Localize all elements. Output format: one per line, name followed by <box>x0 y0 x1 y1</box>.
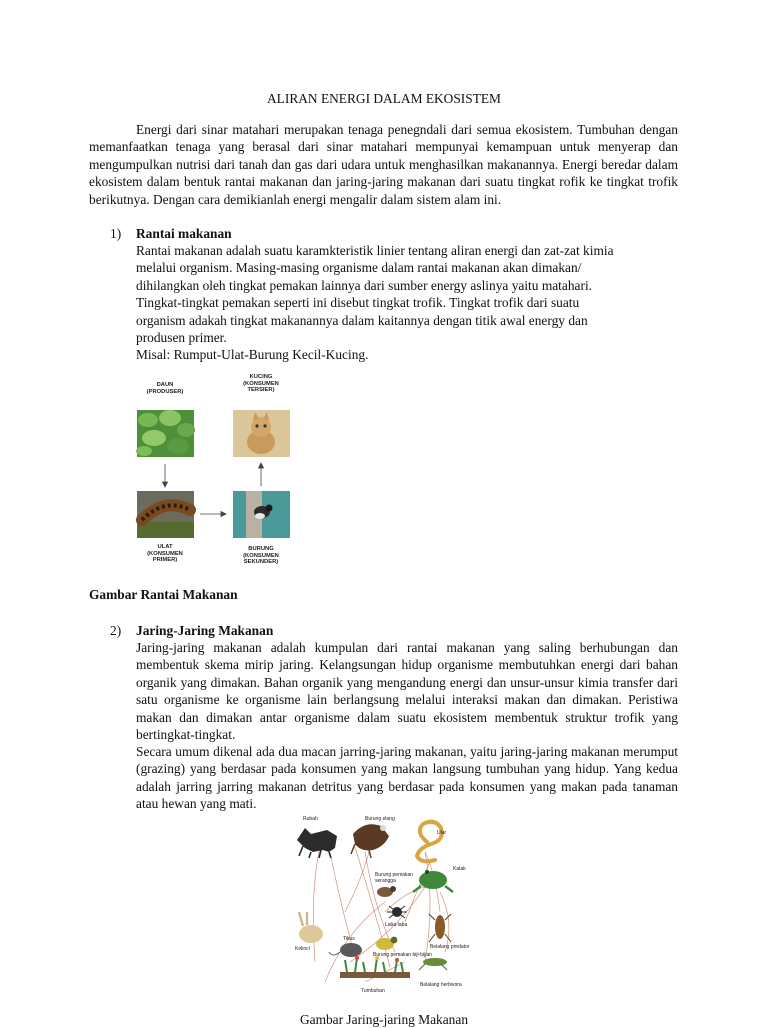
section1-heading: Rantai makanan <box>136 226 232 241</box>
kucing-label: KUCING (KONSUMEN TERSIER) <box>243 374 279 394</box>
label-kelinci: Kelinci <box>295 946 310 952</box>
section2-paragraph-2: Secara umum dikenal ada dua macan jarring-jaring makanan, yaitu jaring-jaring makanan merumput (grazing) yang berdasar pada konsumen yang makan langsung tumbuhan yang hidup. Yang kedua adalah jarring jarring makanan detritus yang berdasar pada konsumen yang makan pada tanaman atau hewan yang mati. <box>136 744 678 812</box>
section1-body <box>136 242 678 364</box>
daun-label: DAUN (PRODUSER) <box>146 382 184 395</box>
food-web-drawing <box>285 812 485 1002</box>
section1-line: Tingkat-tingkat pemakan seperti ini disebut tingkat trofik. Tingkat trofik dari suatu <box>136 295 580 311</box>
section1-line: Misal: Rumput-Ulat-Burung Kecil-Kucing. <box>136 347 369 363</box>
ulat-label: ULAT (KONSUMEN PRIMER) <box>147 544 183 564</box>
kitten-image <box>233 410 290 457</box>
section2-number: 2) <box>110 623 122 638</box>
rabbit-image <box>299 912 323 943</box>
food-chain-figure <box>120 372 310 572</box>
label-belalang-herbivora: Belalang herbivora <box>420 982 462 988</box>
section1-line: produsen primer. <box>136 330 227 346</box>
section1-line: organism adakah tingkat makanannya dalam kaitannya dengan titik awal energy dan <box>136 312 588 328</box>
spider-image <box>387 906 407 918</box>
plants-image <box>340 956 410 978</box>
leaves-image <box>136 410 195 457</box>
predator-insect-image <box>429 914 451 942</box>
food-chain-drawing <box>120 372 310 572</box>
label-tikus: Tikus <box>343 936 355 942</box>
section2-paragraph-1: Jaring-jaring makanan adalah kumpulan dari rantai makanan yang saling berhubungan dan membentuk skema mirip jaring. Kelangsungan hidup organisme membutuhkan energi dari bahan organik yang dimakan. Bahan organik yang mengandung energi dan unsur-unsur kimia transfer dari satu organisme ke organisme lain berlangsung melalui interaksi makan dan dimakan. Peristiwa makan dan dimakan antar organisme dalam suatu ekosistem membentuk struktur trofik yang bertingkat-tingkat. <box>136 640 678 743</box>
bird-image <box>233 491 290 538</box>
mouse-image <box>329 943 362 957</box>
snake-image <box>417 822 442 862</box>
seed-bird-image <box>376 937 397 950</box>
page-title: ALIRAN ENERGI DALAM EKOSISTEM <box>267 91 501 106</box>
section1-line: melalui organism. Masing-masing organisme dalam rantai makanan akan dimakan/ <box>136 260 582 276</box>
label-rubah: Rubah <box>303 816 318 822</box>
food-web-figure <box>285 812 485 1002</box>
label-burung-serangga: Burung pemakan serangga <box>375 872 414 884</box>
fox-image <box>297 828 337 858</box>
figure1-caption: Gambar Rantai Makanan <box>89 587 238 602</box>
label-burung-biji: Burung pemakan biji-bijian <box>373 952 432 958</box>
burung-label: BURUNG (KONSUMEN SEKUNDER) <box>243 546 279 566</box>
caterpillar-image <box>137 491 194 538</box>
section1-line: dihilangkan oleh tingkat pemakan lainnya dari sumber energy aslinya yaitu matahari. <box>136 277 593 293</box>
section1-number: 1) <box>110 226 122 241</box>
insect-bird-image <box>377 886 396 897</box>
frog-image <box>413 870 453 892</box>
intro-paragraph: Energi dari sinar matahari merupakan tenaga penegndali dari semua ekosistem. Tumbuhan dengan memanfaatkan tenaga yang berasal dari sinar matahari mempunyai kemampuan untuk menyerap dan mengumpulkan nutrisi dari tanah dan gas dari udara untuk menghasilkan makanannya. Energi beredar dalam ekosistem dalam bentuk rantai makanan dan jaring-jaring makanan dari suatu tingkat rofik ke tingkat trofik berikutnya. Dengan cara demikianlah energi mengalir dalam sistem alam ini. <box>89 122 678 207</box>
label-katak: Katak <box>453 866 466 872</box>
label-belalang-predator: Belalang predator <box>430 944 470 950</box>
section2-heading: Jaring-Jaring Makanan <box>136 623 274 638</box>
figure2-caption: Gambar Jaring-jaring Makanan <box>299 1012 469 1027</box>
label-laba: Laba-laba <box>385 922 408 928</box>
herbivore-insect-image <box>419 958 447 970</box>
label-ular: Ular <box>437 830 447 836</box>
section1-line: Rantai makanan adalah suatu karamkteristik linier tentang aliran energi dan zat-zat kimia <box>136 243 614 258</box>
label-tumbuhan: Tumbuhan <box>361 988 385 994</box>
label-elang: Burung elang <box>365 816 395 822</box>
